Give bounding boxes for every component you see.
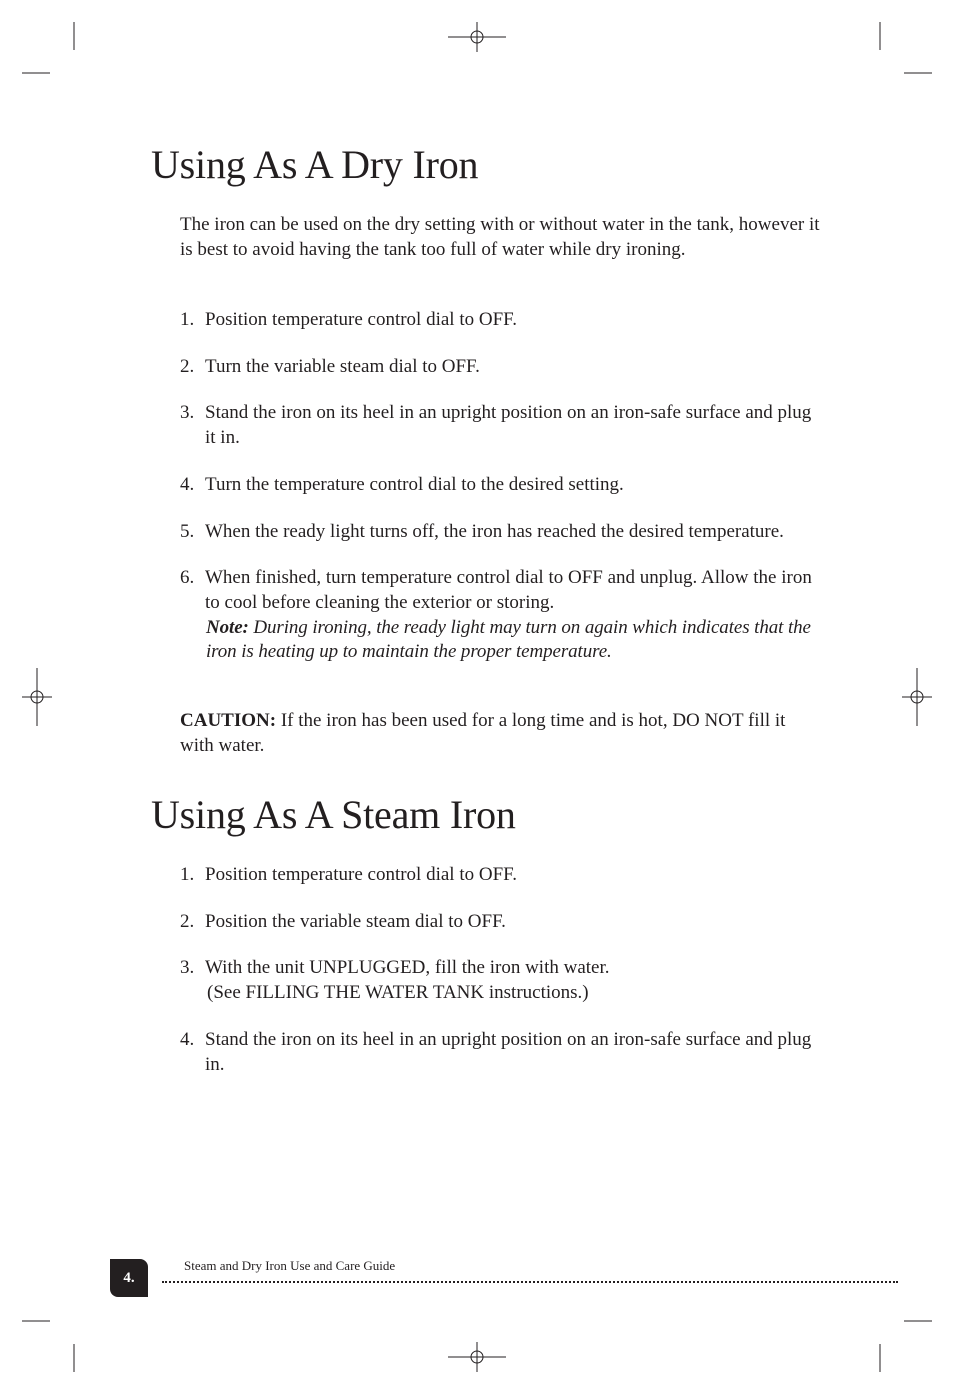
steam-iron-steps (180, 863, 820, 1099)
list-item (180, 520, 820, 545)
list-item (180, 566, 820, 665)
steam-iron-heading: Using As A Steam Iron (151, 792, 516, 837)
step-text: When the ready light turns off, the iron has reached the desired temperature. (205, 520, 784, 542)
step-text: Stand the iron on its heel in an upright position on an iron-safe surface and plug in. (205, 1028, 812, 1075)
dry-iron-intro: The iron can be used on the dry setting with or without water in the tank, however it is best to avoid having the tank too full of water while dry ironing. (180, 214, 820, 260)
step-number: 3. (180, 957, 195, 979)
dry-iron-heading: Using As A Dry Iron (151, 142, 479, 187)
step-text: Position temperature control dial to OFF. (205, 309, 517, 330)
guide-title: Steam and Dry Iron Use and Care Guide (184, 1258, 396, 1273)
step-number: 2. (180, 910, 195, 932)
step-text: Position temperature control dial to OFF. (205, 864, 517, 885)
step-text: Turn the variable steam dial to OFF. (205, 355, 480, 377)
step-text: Turn the temperature control dial to the desired setting. (205, 473, 624, 495)
step-number: 3. (180, 402, 195, 424)
list-item (180, 473, 820, 498)
step-number: 4. (180, 473, 195, 495)
list-item (180, 863, 820, 888)
page-number-badge: 4. (110, 1259, 148, 1297)
step-number: 1. (180, 309, 195, 330)
caution-body: If the iron has been used for a long time and is hot, DO NOT fill it with water. (180, 710, 786, 756)
caution-label: CAUTION: (180, 710, 277, 731)
step-text-continued: (See FILLING THE WATER TANK instructions.) (207, 982, 589, 1004)
footer-dotted-rule (162, 1281, 898, 1283)
list-item (180, 401, 820, 450)
dry-iron-steps (180, 308, 820, 687)
list-item (180, 1028, 820, 1077)
step-text: When finished, turn temperature control dial to OFF and unplug. Allow the iron to cool before cleaning the exterior or storing. (205, 567, 812, 613)
step-number: 1. (180, 864, 195, 885)
step-text: With the unit UNPLUGGED, fill the iron with water. (205, 957, 610, 979)
ready-light-note (205, 616, 820, 665)
step-number: 4. (180, 1028, 195, 1050)
list-item (180, 956, 820, 1005)
list-item (180, 308, 820, 333)
step-number: 6. (180, 567, 195, 589)
step-number: 2. (180, 355, 195, 377)
caution-text (180, 709, 820, 758)
step-number: 5. (180, 520, 195, 542)
list-item (180, 355, 820, 380)
step-text: Stand the iron on its heel in an upright position on an iron-safe surface and plug it in. (205, 402, 812, 449)
note-text: During ironing, the ready light may turn on again which indicates that the iron is heating up to maintain the proper temperature. (206, 616, 811, 663)
step-text: Position the variable steam dial to OFF. (205, 910, 506, 932)
list-item (180, 910, 820, 935)
note-label: Note: (206, 616, 249, 638)
